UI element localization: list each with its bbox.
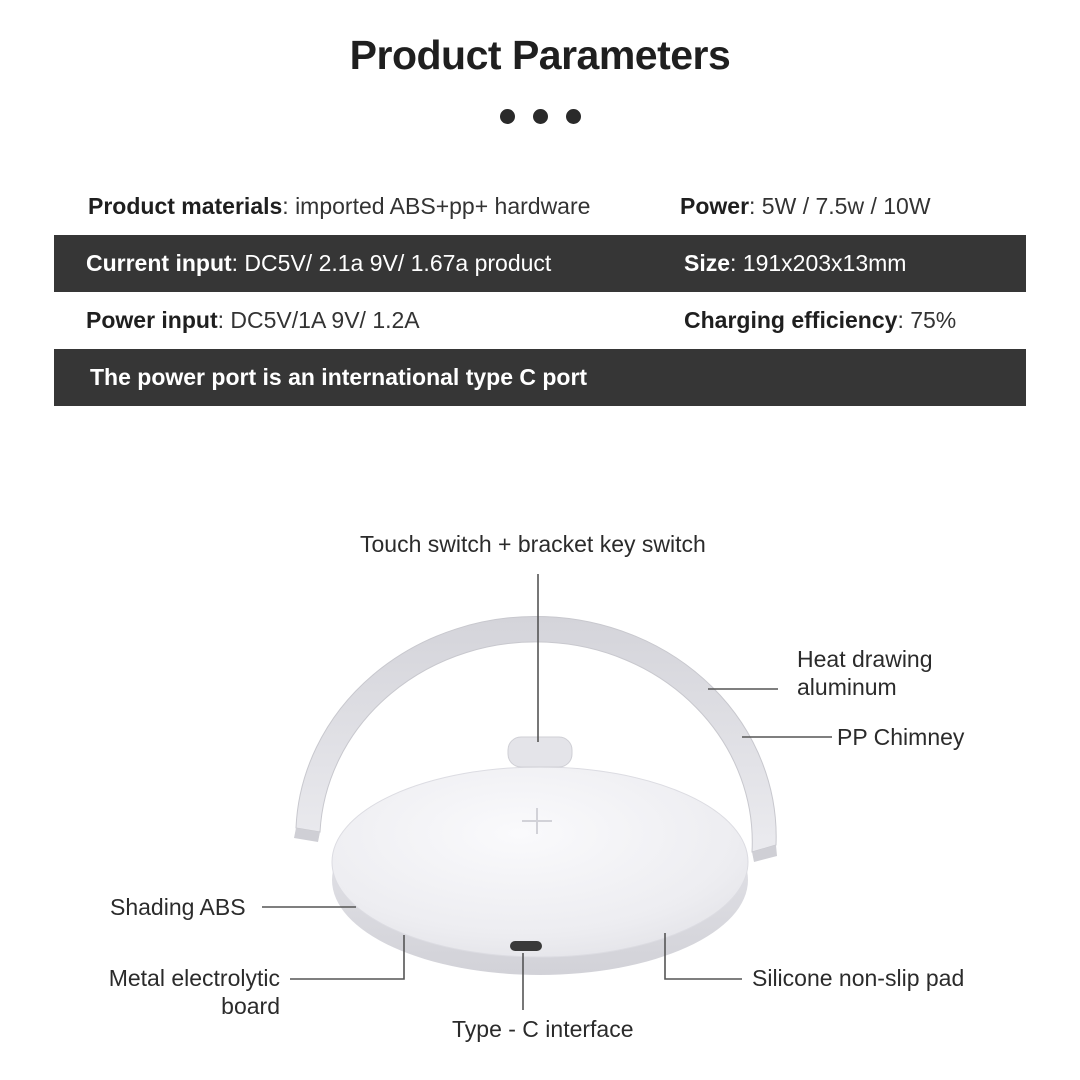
spec-value: : DC5V/1A 9V/ 1.2A <box>217 307 420 333</box>
label-touch-switch: Touch switch + bracket key switch <box>360 531 706 557</box>
label-heat-line2: aluminum <box>797 674 897 700</box>
spec-value: : 191x203x13mm <box>730 250 907 276</box>
spec-value: : 75% <box>897 307 957 333</box>
touch-switch-button <box>508 737 572 767</box>
spec-label: Power input <box>86 307 218 333</box>
page-title: Product Parameters <box>349 32 731 78</box>
charging-pad <box>332 737 748 975</box>
port-note: The power port is an international type C port <box>90 364 588 390</box>
label-shading-abs: Shading ABS <box>110 894 246 920</box>
spec-label: Power <box>680 193 750 219</box>
spec-value: : DC5V/ 2.1a 9V/ 1.67a product <box>231 250 552 276</box>
type-c-port-icon <box>510 941 542 951</box>
spec-label: Product materials <box>88 193 283 219</box>
label-heat-line1: Heat drawing <box>797 646 933 672</box>
label-metal-line1: Metal electrolytic <box>108 965 280 991</box>
label-metal-line2: board <box>221 993 280 1019</box>
label-silicone-pad: Silicone non-slip pad <box>752 965 965 991</box>
label-heat-drawing <box>797 645 933 701</box>
label-type-c: Type - C interface <box>452 1016 634 1042</box>
label-metal-board <box>60 964 280 1020</box>
spec-value: : imported ABS+pp+ hardware <box>282 193 591 219</box>
spec-label: Size <box>684 250 731 276</box>
label-pp-chimney: PP Chimney <box>837 724 965 750</box>
spec-value: : 5W / 7.5w / 10W <box>749 193 931 219</box>
spec-label: Current input <box>86 250 232 276</box>
spec-label: Charging efficiency <box>684 307 898 333</box>
